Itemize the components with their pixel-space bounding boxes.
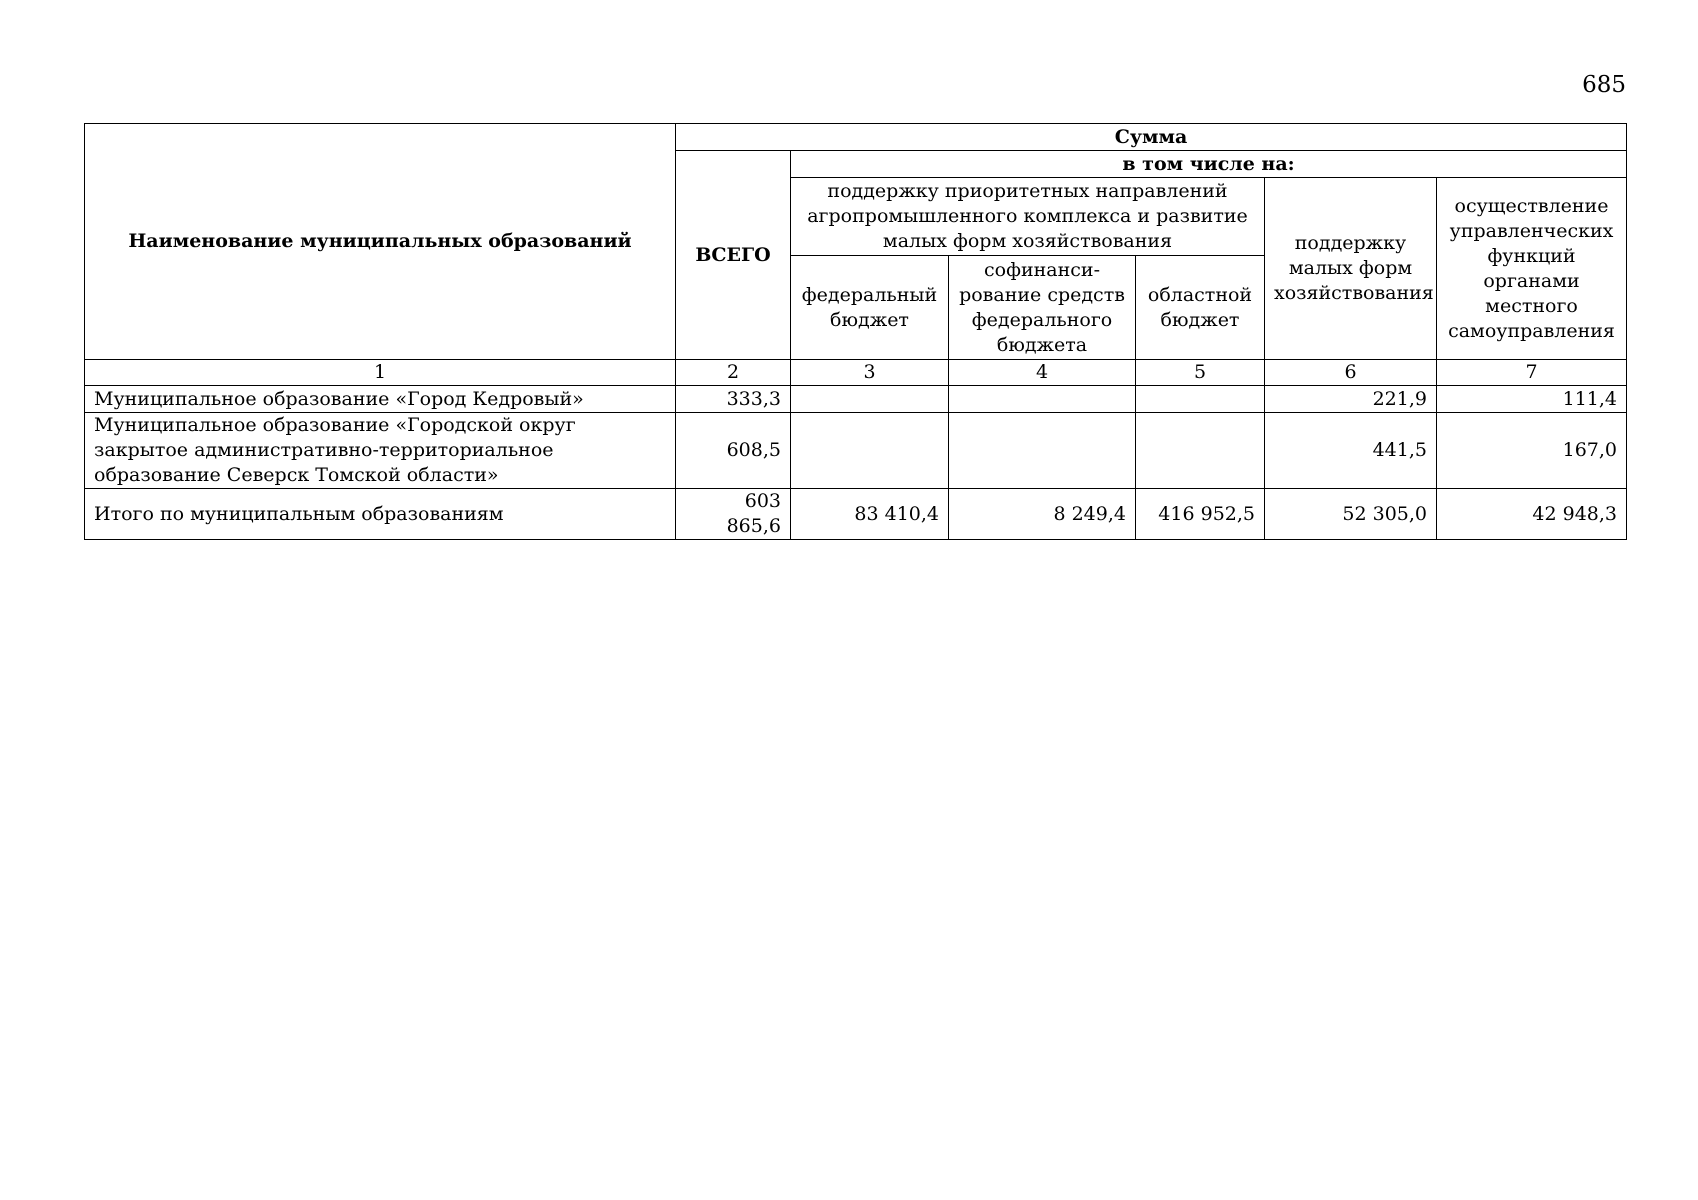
- header-federal: федеральный бюджет: [791, 256, 949, 360]
- header-total: ВСЕГО: [676, 151, 791, 360]
- totals-total: 603 865,6: [676, 489, 791, 540]
- municipality-name: Муниципальное образование «Городской округ закрытое административно-территориальное образование Северск Томской области»: [85, 413, 676, 489]
- column-numbers-row: [85, 360, 1627, 386]
- total-value: 333,3: [676, 386, 791, 413]
- column-number: 2: [676, 360, 791, 386]
- totals-row: [85, 489, 1627, 540]
- small-forms-value: 221,9: [1265, 386, 1437, 413]
- column-number: 3: [791, 360, 949, 386]
- page-number: 685: [1582, 72, 1626, 98]
- column-number: 6: [1265, 360, 1437, 386]
- totals-regional: 416 952,5: [1136, 489, 1265, 540]
- totals-management: 42 948,3: [1437, 489, 1627, 540]
- regional-value: [1136, 386, 1265, 413]
- management-value: 111,4: [1437, 386, 1627, 413]
- small-forms-value: 441,5: [1265, 413, 1437, 489]
- header-row-1: [85, 124, 1627, 151]
- management-value: 167,0: [1437, 413, 1627, 489]
- totals-label: Итого по муниципальным образованиям: [85, 489, 676, 540]
- table-row: [85, 413, 1627, 489]
- header-sum: Сумма: [676, 124, 1627, 151]
- cofinance-value: [949, 386, 1136, 413]
- table-row: [85, 386, 1627, 413]
- header-cofinance: софинанси-рование средств федерального бюджета: [949, 256, 1136, 360]
- header-including: в том числе на:: [791, 151, 1627, 178]
- cofinance-value: [949, 413, 1136, 489]
- header-regional: областной бюджет: [1136, 256, 1265, 360]
- federal-value: [791, 413, 949, 489]
- header-name-column: Наименование муниципальных образований: [85, 124, 676, 360]
- header-small-forms: поддержку малых форм хозяйствования: [1265, 178, 1437, 360]
- municipality-name: Муниципальное образование «Город Кедровый»: [85, 386, 676, 413]
- column-number: 1: [85, 360, 676, 386]
- totals-small-forms: 52 305,0: [1265, 489, 1437, 540]
- totals-cofinance: 8 249,4: [949, 489, 1136, 540]
- column-number: 7: [1437, 360, 1627, 386]
- totals-federal: 83 410,4: [791, 489, 949, 540]
- federal-value: [791, 386, 949, 413]
- column-number: 4: [949, 360, 1136, 386]
- budget-table: [84, 123, 1627, 540]
- total-value: 608,5: [676, 413, 791, 489]
- header-management: осуществление управленческих функций органами местного самоуправления: [1437, 178, 1627, 360]
- column-number: 5: [1136, 360, 1265, 386]
- header-agro-group: поддержку приоритетных направлений агропромышленного комплекса и развитие малых форм хозяйствования: [791, 178, 1265, 256]
- regional-value: [1136, 413, 1265, 489]
